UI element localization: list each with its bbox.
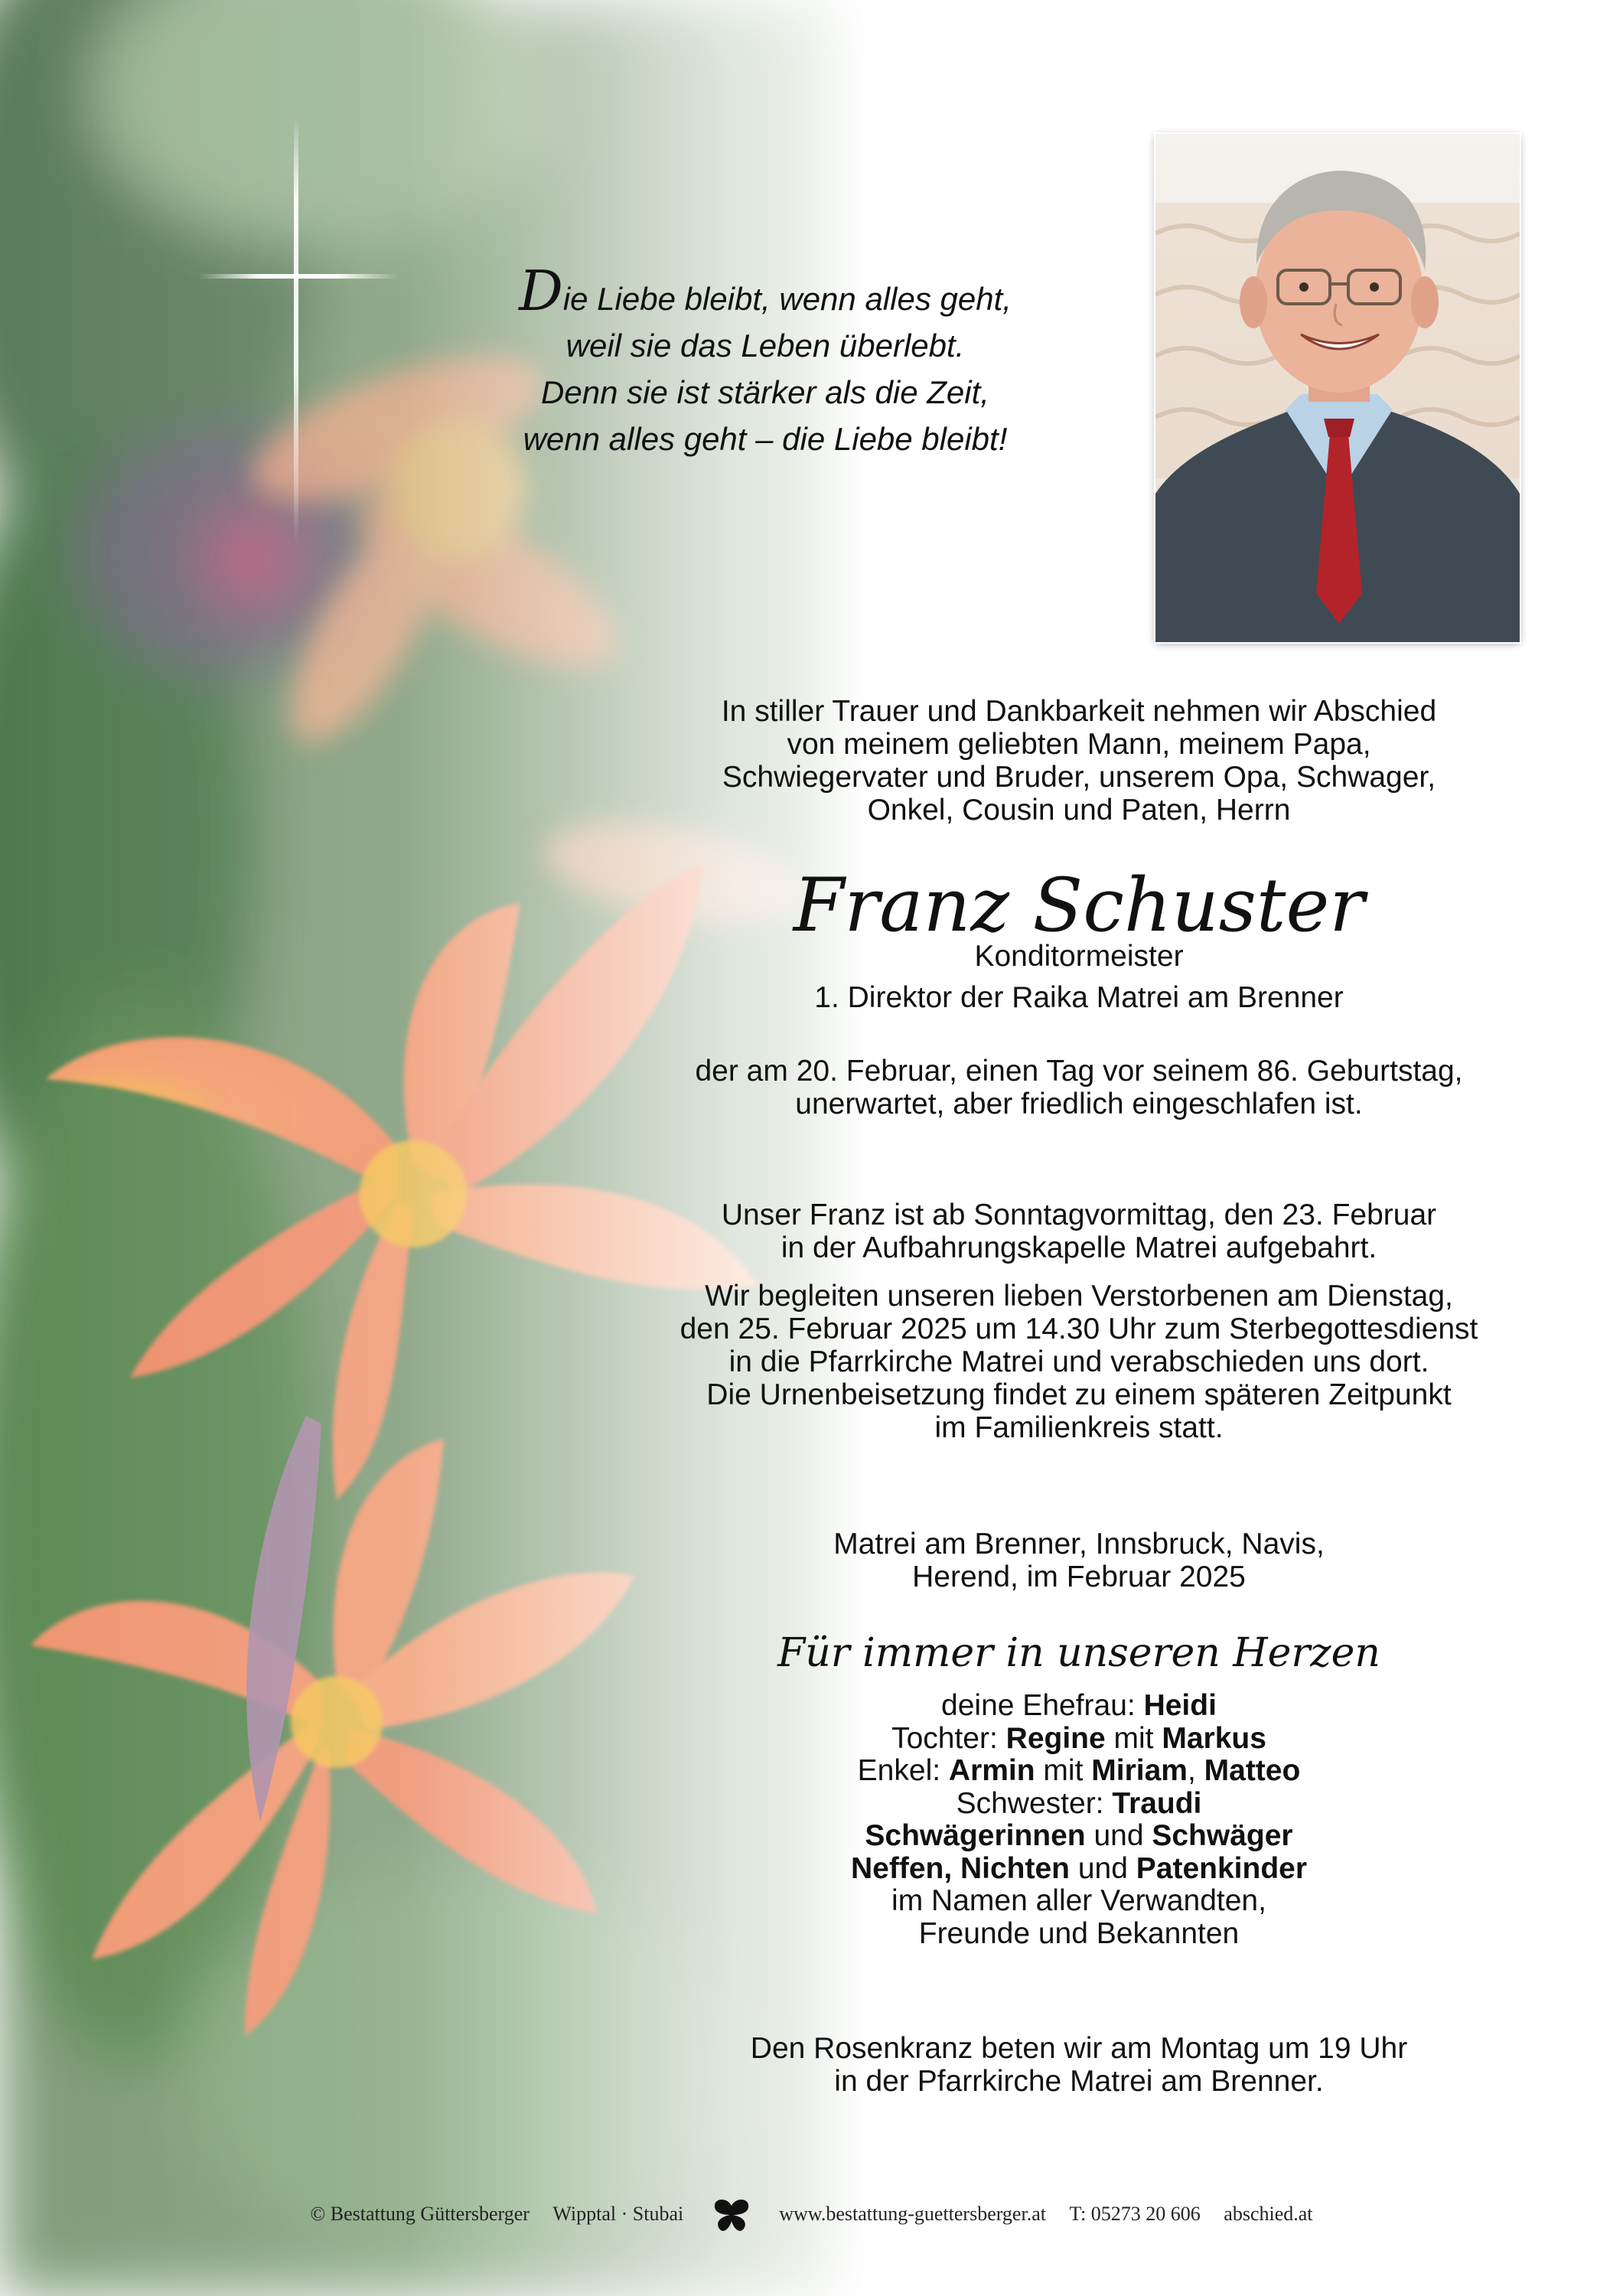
- deceased-name: Franz Schuster: [793, 863, 1365, 948]
- funeral-line: Wir begleiten unseren lieben Verstorbenen am Dienstag,: [705, 1280, 1453, 1313]
- intro-line: In stiller Trauer und Dankbarkeit nehmen wir Abschied: [721, 695, 1437, 728]
- deceased-title-1: Konditormeister: [974, 940, 1184, 973]
- family-line-nephews: Neffen, Nichten und Patenkinder: [850, 1851, 1308, 1885]
- viewing-line: in der Aufbahrungskapelle Matrei aufgebahrt.: [781, 1231, 1377, 1264]
- place-date-line: Herend, im Februar 2025: [912, 1561, 1246, 1593]
- family-line-in-laws: Schwägerinnen und Schwäger: [865, 1819, 1293, 1852]
- family-line-closing-1: im Namen aller Verwandten,: [891, 1884, 1266, 1917]
- intro-line: Schwiegervater und Bruder, unserem Opa, Schwager,: [722, 761, 1436, 794]
- viewing-line: Unser Franz ist ab Sonntagvormittag, den 23. Februar: [721, 1199, 1437, 1231]
- deceased-title-2: 1. Direktor der Raika Matrei am Brenner: [814, 981, 1344, 1014]
- place-date-line: Matrei am Brenner, Innsbruck, Navis,: [833, 1528, 1325, 1561]
- family-list: [605, 1690, 1553, 1950]
- intro-line: Onkel, Cousin und Paten, Herrn: [867, 794, 1291, 827]
- motto: Für immer in unseren Herzen: [777, 1630, 1380, 1676]
- funeral-line: Die Urnenbeisetzung findet zu einem späteren Zeitpunkt: [706, 1378, 1452, 1411]
- quote-dropcap: D: [519, 259, 563, 323]
- footer-region: Wipptal · Stubai: [552, 2202, 684, 2225]
- quote-line-2: weil sie das Leben überlebt.: [565, 328, 965, 364]
- footer-phone: T: 05273 20 606: [1069, 2202, 1201, 2225]
- quote-line-3: Denn sie ist stärker als die Zeit,: [541, 374, 989, 410]
- funeral-line: im Familienkreis statt.: [934, 1411, 1224, 1444]
- funeral-line: in die Pfarrkirche Matrei und verabschieden uns dort.: [728, 1345, 1429, 1378]
- rosary-line: in der Pfarrkirche Matrei am Brenner.: [834, 2065, 1324, 2098]
- death-note-line: der am 20. Februar, einen Tag vor seinem 86. Geburtstag,: [695, 1055, 1463, 1088]
- place-date: [605, 1528, 1553, 1593]
- funeral-line: den 25. Februar 2025 um 14.30 Uhr zum Sterbegottesdienst: [680, 1313, 1478, 1345]
- funeral-info: [605, 1280, 1553, 1444]
- quote-line-1: Die Liebe bleibt, wenn alles geht,: [519, 259, 1012, 323]
- viewing-info: [605, 1199, 1553, 1264]
- family-line-grandchildren: Enkel: Armin mit Miriam, Matteo: [857, 1754, 1301, 1787]
- death-note-line: unerwartet, aber friedlich eingeschlafen ist.: [795, 1088, 1363, 1120]
- family-line-daughter: Tochter: Regine mit Markus: [891, 1721, 1266, 1755]
- rosary-line: Den Rosenkranz beten wir am Montag um 19 Uhr: [750, 2032, 1408, 2065]
- quote-line-4: wenn alles geht – die Liebe bleibt!: [523, 421, 1008, 457]
- footer-copyright: © Bestattung Güttersberger: [310, 2202, 530, 2225]
- family-line-closing-2: Freunde und Bekannten: [918, 1916, 1240, 1950]
- family-line-spouse: deine Ehefrau: Heidi: [941, 1689, 1217, 1722]
- death-note: [605, 1055, 1553, 1120]
- cross-icon: [199, 115, 398, 543]
- portrait-photo: [1155, 134, 1520, 642]
- intro-line: von meinem geliebten Mann, meinem Papa,: [787, 728, 1371, 761]
- footer-website-link[interactable]: www.bestattung-guettersberger.at: [779, 2202, 1046, 2225]
- memorial-quote: [429, 259, 1102, 462]
- rosary-info: [605, 2032, 1553, 2098]
- intro-text: [605, 695, 1553, 827]
- butterfly-icon: [712, 2198, 751, 2233]
- footer: [0, 2198, 1623, 2233]
- family-line-sister: Schwester: Traudi: [956, 1786, 1202, 1820]
- footer-portal-link[interactable]: abschied.at: [1224, 2202, 1313, 2225]
